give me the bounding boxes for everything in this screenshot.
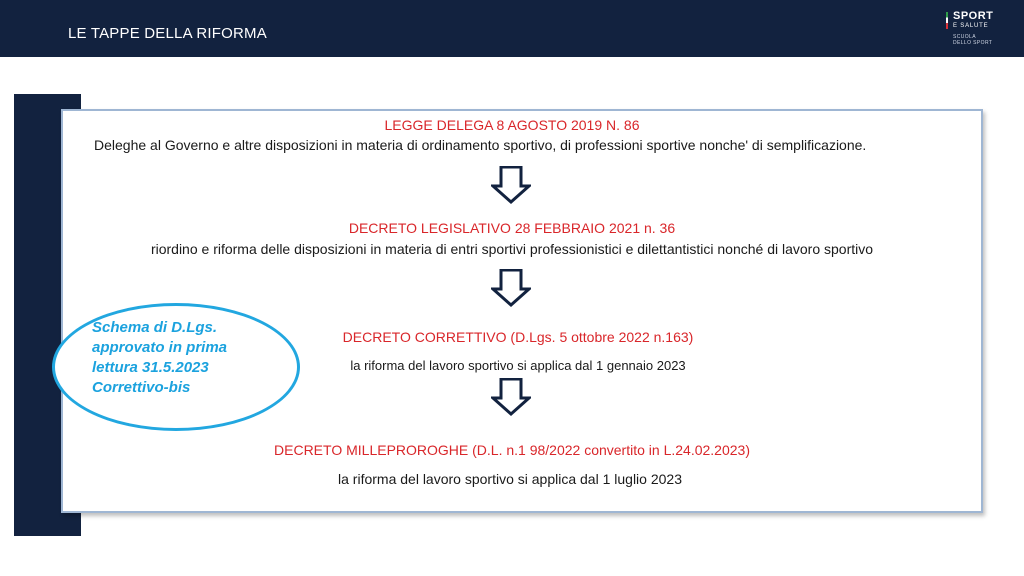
- logo-line-scuola-2: DELLO SPORT: [953, 40, 993, 46]
- step-2-description: riordino e riforma delle disposizioni in materia di entri sportivi professionistici e dilettantistici nonché di lavoro sportivo: [150, 241, 874, 257]
- callout-line-4: Correttivo-bis: [92, 379, 191, 396]
- callout-text: [92, 318, 282, 398]
- logo-line-scuola: [953, 34, 992, 46]
- logo-line-sport: SPORT: [953, 10, 994, 22]
- sport-e-salute-logo: [946, 11, 1016, 51]
- callout-line-3: lettura 31.5.2023: [92, 359, 209, 376]
- step-2-title: DECRETO LEGISLATIVO 28 FEBBRAIO 2021 n. 36: [348, 220, 676, 236]
- step-4-description: la riforma del lavoro sportivo si applica dal 1 luglio 2023: [338, 471, 682, 487]
- step-1-description: Deleghe al Governo e altre disposizioni in materia di ordinamento sportivo, di professioni sportive nonche' di semplificazione.: [94, 137, 867, 153]
- logo-line-salute: E SALUTE: [953, 23, 989, 29]
- flag-stripe-icon: [946, 12, 948, 29]
- down-arrow-icon: [491, 166, 531, 204]
- down-arrow-icon: [491, 269, 531, 307]
- callout-line-1: Schema di D.Lgs.: [92, 319, 218, 336]
- step-1-title: LEGGE DELEGA 8 AGOSTO 2019 N. 86: [384, 117, 640, 133]
- callout-line-2: approvato in prima: [92, 339, 228, 356]
- step-3-description: la riforma del lavoro sportivo si applica dal 1 gennaio 2023: [350, 358, 686, 373]
- header-bar: [0, 0, 1024, 57]
- logo-line-scuola-1: SCUOLA: [953, 34, 976, 40]
- slide-title: LE TAPPE DELLA RIFORMA: [68, 25, 267, 42]
- down-arrow-icon: [491, 378, 531, 416]
- step-4-title: DECRETO MILLEPROROGHE (D.L. n.1 98/2022 convertito in L.24.02.2023): [274, 442, 750, 458]
- step-3-title: DECRETO CORRETTIVO (D.Lgs. 5 ottobre 2022 n.163): [342, 329, 694, 345]
